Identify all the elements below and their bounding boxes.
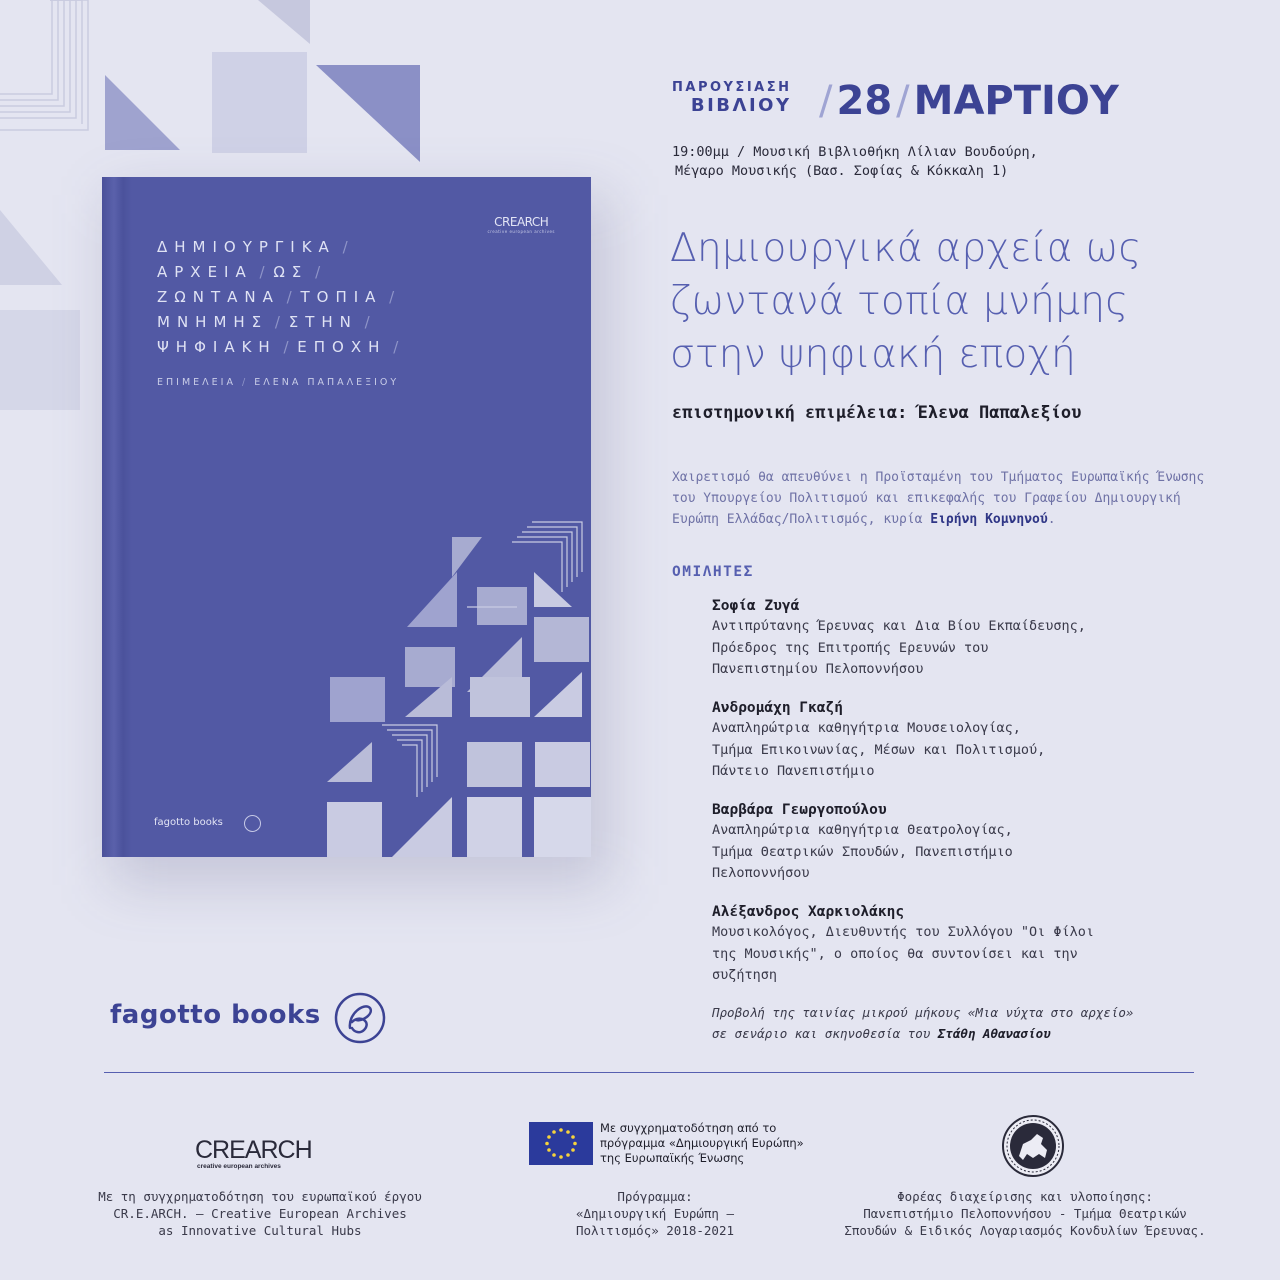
event-day: 28 bbox=[836, 78, 893, 124]
speaker-role: συζήτηση bbox=[712, 967, 778, 983]
main-title-line1: Δημιουργικά αρχεία ως bbox=[670, 226, 1142, 271]
screening-line1: Προβολή της ταινίας μικρού μήκους «Μια νύχτα στο αρχείο» bbox=[712, 1005, 1134, 1020]
greeting-name: Ειρήνη Κομνηνού bbox=[930, 512, 1048, 527]
venue-line1: 19:00μμ / Μουσική Βιβλιοθήκη Λίλιαν Βουδούρη, bbox=[672, 144, 1038, 160]
speaker-name: Αλέξανδρος Χαρκιολάκης bbox=[712, 904, 905, 920]
program-text-line: Πολιτισμός» 2018-2021 bbox=[575, 1223, 735, 1238]
event-label bbox=[672, 80, 791, 116]
greeting-text: Χαιρετισμό θα απευθύνει η Προϊσταμένη του Τμήματος Ευρωπαϊκής Ένωσης του Υπουργείου Πολιτισμού και επικεφαλής του Γραφείου Δημιουργική Ευρώπη Ελλάδας/Πολιτισμός, κυρία bbox=[672, 470, 1205, 527]
speaker-name: Βαρβάρα Γεωργοπούλου bbox=[712, 802, 887, 818]
greeting bbox=[672, 467, 1232, 530]
book-publisher: fagotto books bbox=[154, 817, 223, 828]
crearch-text-line: as Innovative Cultural Hubs bbox=[158, 1223, 362, 1238]
subtitle: επιστημονική επιμέλεια: Έλενα Παπαλεξίου bbox=[672, 403, 1082, 423]
book-title-line: ΖΩΝΤΑΝΑ / ΤΟΠΙΑ / bbox=[157, 288, 397, 306]
university-seal-icon bbox=[1001, 1114, 1065, 1178]
main-title-line2: ζωντανά τοπία μνήμης bbox=[670, 279, 1129, 324]
speaker-name: Σοφία Ζυγά bbox=[712, 598, 800, 614]
organization-text bbox=[820, 1188, 1230, 1239]
org-text-line: Πανεπιστήμιο Πελοποννήσου - Τμήμα Θεατρικών bbox=[863, 1206, 1187, 1221]
speaker-role: Μουσικολόγος, Διευθυντής του Συλλόγου "Οι Φίλοι bbox=[712, 924, 1095, 940]
crearch-text-line: CR.E.ARCH. – Creative European Archives bbox=[113, 1206, 407, 1221]
book-editor: ΕΠΙΜΕΛΕΙΑ / ΕΛΕΝΑ ΠΑΠΑΛΕΞΙΟΥ bbox=[157, 377, 400, 388]
program-text bbox=[530, 1188, 780, 1239]
crearch-logo bbox=[195, 1132, 315, 1172]
screening-line2: σε σενάριο και σκηνοθεσία του bbox=[712, 1026, 938, 1041]
program-text-line: «Δημιουργική Ευρώπη – bbox=[575, 1206, 735, 1221]
eu-text-line: πρόγραμμα «Δημιουργική Ευρώπη» bbox=[600, 1136, 804, 1150]
event-label-line2: ΒΙΒΛΙΟΥ bbox=[690, 95, 792, 116]
main-title-line3: στην ψηφιακή εποχή bbox=[670, 332, 1076, 377]
speaker bbox=[712, 698, 1172, 783]
eu-text-line: της Ευρωπαϊκής Ένωσης bbox=[600, 1151, 745, 1165]
speaker-role: Αναπληρώτρια καθηγήτρια Θεατρολογίας, bbox=[712, 822, 1013, 838]
book-pattern bbox=[102, 177, 591, 857]
speaker bbox=[712, 800, 1172, 885]
book-title-line: ΨΗΦΙΑΚΗ / ΕΠΟΧΗ / bbox=[157, 338, 401, 356]
crearch-logo-text: CREARCH bbox=[195, 1136, 312, 1164]
speaker-role: Τμήμα Θεατρικών Σπουδών, Πανεπιστήμιο bbox=[712, 843, 1013, 860]
org-text-line: Σπουδών & Ειδικός Λογαριασμός Κονδυλίων Έρευνας. bbox=[844, 1223, 1206, 1238]
program-text-line: Πρόγραμμα: bbox=[617, 1189, 693, 1204]
footer-divider bbox=[104, 1072, 1194, 1073]
venue-line2: Μέγαρο Μουσικής (Βασ. Σοφίας & Κόκκαλη 1) bbox=[675, 163, 1009, 179]
event-month: ΜΑΡΤΙΟΥ bbox=[913, 78, 1119, 124]
org-text-line: Φορέας διαχείρισης και υλοποίησης: bbox=[897, 1189, 1153, 1204]
speaker-role: Αντιπρύτανης Έρευνας και Δια Βίου Εκπαίδευσης, bbox=[712, 618, 1086, 634]
screening-info bbox=[712, 1002, 1133, 1044]
book-title-line: ΜΝΗΜΗΣ / ΣΤΗΝ / bbox=[157, 313, 372, 331]
greeting-end: . bbox=[1047, 512, 1056, 527]
speaker bbox=[712, 596, 1172, 681]
book-title-line: ΑΡΧΕΙΑ / ΩΣ / bbox=[157, 263, 323, 281]
book-publisher-icon bbox=[244, 815, 261, 832]
event-label-line1: ΠΑΡΟΥΣΙΑΣΗ bbox=[672, 80, 792, 95]
speaker-role: Πρόεδρος της Επιτροπής Ερευνών του bbox=[712, 639, 989, 656]
crearch-funding-text bbox=[60, 1188, 460, 1239]
book-crearch-tagline: creative european archives bbox=[487, 229, 555, 234]
speaker-role: Πανεπιστημίου Πελοποννήσου bbox=[712, 661, 924, 677]
speaker-role: της Μουσικής", ο οποίος θα συντονίσει και την bbox=[712, 945, 1078, 962]
event-venue bbox=[672, 143, 1038, 181]
speaker-role: Τμήμα Επικοινωνίας, Μέσων και Πολιτισμού, bbox=[712, 741, 1046, 758]
speaker-role: Πελοποννήσου bbox=[712, 865, 810, 881]
main-title bbox=[670, 222, 1230, 381]
speaker-name: Ανδρομάχη Γκαζή bbox=[712, 700, 843, 716]
book-title-line: ΔΗΜΙΟΥΡΓΙΚΑ / bbox=[157, 238, 350, 256]
publisher-logo: fagotto books bbox=[110, 1000, 321, 1030]
crearch-text-line: Με τη συγχρηματοδότηση του ευρωπαϊκού έργου bbox=[98, 1189, 422, 1204]
fagotto-icon bbox=[334, 992, 386, 1044]
speakers-heading: ΟΜΙΛΗΤΕΣ bbox=[672, 564, 754, 580]
book-cover bbox=[102, 177, 591, 857]
eu-funding-text bbox=[600, 1121, 804, 1166]
eu-text-line: Με συγχρηματοδότηση από το bbox=[600, 1121, 777, 1135]
screening-director: Στάθη Αθανασίου bbox=[937, 1026, 1051, 1041]
crearch-logo-tagline: creative european archives bbox=[197, 1163, 281, 1170]
speaker-role: Αναπληρώτρια καθηγήτρια Μουσειολογίας, bbox=[712, 720, 1021, 736]
event-date: / 28 / ΜΑΡΤΙΟΥ bbox=[819, 78, 1119, 124]
speaker-role: Πάντειο Πανεπιστήμιο bbox=[712, 763, 875, 779]
eu-flag-icon bbox=[529, 1122, 593, 1165]
speaker bbox=[712, 902, 1172, 987]
book-crearch-logo-text: CREARCH bbox=[494, 215, 549, 229]
